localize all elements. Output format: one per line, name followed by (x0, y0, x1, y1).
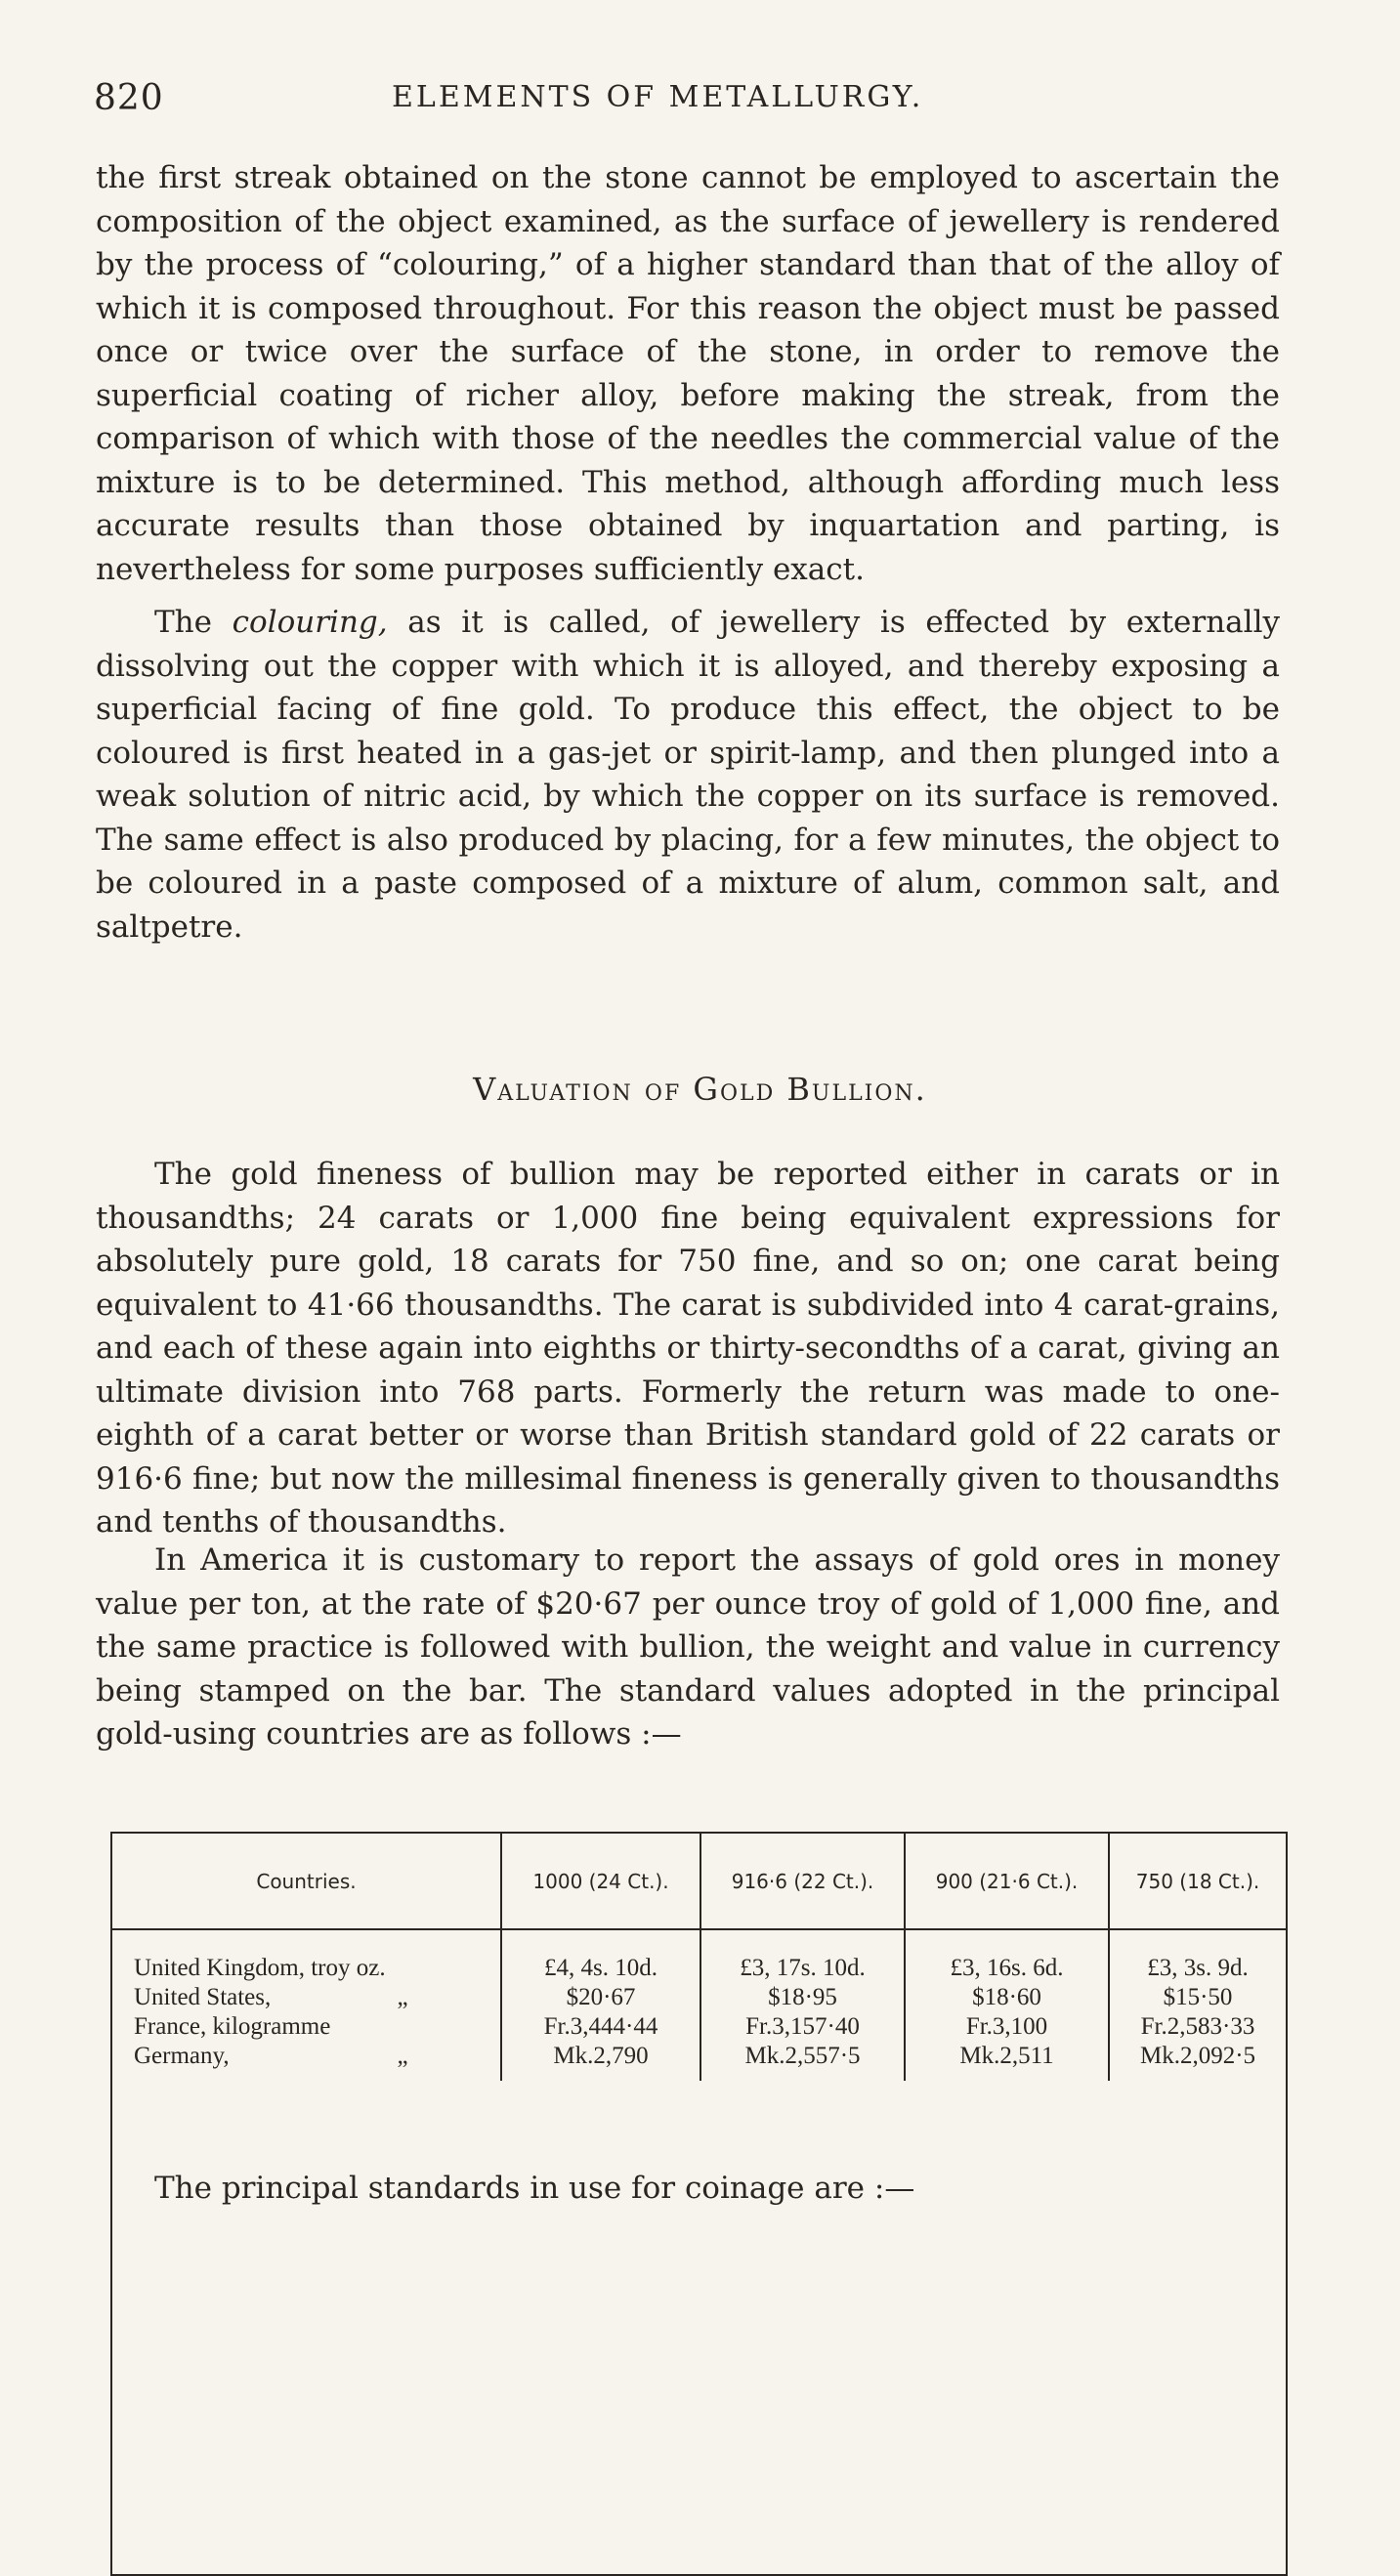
table-cell: $20·67 (566, 1984, 636, 2010)
paragraph-2 (96, 601, 1280, 949)
table-header-row (112, 1834, 1286, 1929)
table-cell: Fr.3,157·40 (745, 2013, 860, 2040)
page-number: 820 (94, 78, 164, 118)
paragraph-block-3 (96, 1153, 1280, 1544)
table-cell: Fr.3,444·44 (543, 2013, 658, 2040)
table-cell: £3, 16s. 6d. (950, 1955, 1064, 1981)
paragraph-block-4 (96, 1539, 1280, 1756)
country-row-uk: United Kingdom, troy oz. (134, 1955, 386, 1981)
running-head (94, 78, 1305, 127)
column-916-fine (700, 1929, 905, 2081)
table-body-row (112, 1929, 1286, 2081)
book-title: ELEMENTS OF METALLURGY. (392, 80, 924, 114)
table-cell: Mk.2,790 (553, 2043, 649, 2069)
table-cell: $15·50 (1163, 1984, 1233, 2010)
paragraph-2-rest: as it is called, of jewellery is effected by externally dissolving out the copper with which it is alloyed, and thereby exposing a superficial facing of fine gold. To produce this effect, the object to be coloured is first heated in a gas-jet or spirit-lamp, and then plunged into a weak solution of nitric acid, by which the copper on its surface is removed. The same effect is also produced by placing, for a few minutes, the object to be coloured in a paste composed of a mixture of alum, common salt, and saltpetre. (96, 605, 1280, 945)
gold-standards-table (112, 1834, 1286, 2081)
table-cell: $18·60 (972, 1984, 1041, 2010)
header-1000-fine: 1000 (24 Ct.). (501, 1834, 700, 1929)
table-cell: Mk.2,092·5 (1139, 2043, 1256, 2069)
column-750-fine (1109, 1929, 1286, 2081)
country-row-us: United States, „ (134, 1983, 490, 2012)
paragraph-5: The principal standards in use for coinage are :— (154, 2171, 915, 2206)
table-cell: £3, 3s. 9d. (1147, 1955, 1249, 1981)
table-cell: $18·95 (768, 1984, 837, 2010)
countries-column (112, 1929, 501, 2081)
country-row-germany: Germany, „ (134, 2042, 490, 2071)
paragraph-2-emphasis: colouring, (232, 605, 388, 640)
paragraph-block-2 (96, 601, 1280, 949)
header-countries: Countries. (112, 1834, 501, 1929)
table-cell: Mk.2,511 (959, 2043, 1054, 2069)
header-900-fine: 900 (21·6 Ct.). (905, 1834, 1109, 1929)
table-cell: Fr.3,100 (965, 2013, 1048, 2040)
ditto-mark: „ (397, 1984, 408, 2010)
paragraph-block-1 (96, 156, 1280, 591)
header-916-fine: 916·6 (22 Ct.). (700, 1834, 905, 1929)
paragraph-4: In America it is customary to report the assays of gold ores in money value per ton, at the rate of $20·67 per ounce troy of gold of 1,000 fine, and the same practice is followed with bullion, the weight and value in currency being stamped on the bar. The standard values adopted in the principal gold-using countries are as follows :— (96, 1542, 1280, 1752)
country-row-france: France, kilogramme (134, 2013, 331, 2040)
paragraph-2-lead: The (154, 605, 233, 640)
table-cell: Mk.2,557·5 (744, 2043, 861, 2069)
ditto-mark: „ (397, 2043, 408, 2069)
paragraph-3: The gold fineness of bullion may be reported either in carats or in thousandths; 24 carats or 1,000 fine being equivalent expressions for absolutely pure gold, 18 carats for 750 fine, and so on; one carat being equivalent to 41·66 thousandths. The carat is subdivided into 4 carat-grains, and each of these again into eighths or thirty-secondths of a carat, giving an ultimate division into 768 parts. Formerly the return was made to one-eighth of a carat better or worse than British standard gold of 22 carats or 916·6 fine; but now the millesimal fineness is generally given to thousandths and tenths of thousandths. (96, 1157, 1280, 1540)
table-cell: £4, 4s. 10d. (544, 1955, 658, 1981)
section-heading: Valuation of Gold Bullion. (473, 1071, 927, 1108)
header-750-fine: 750 (18 Ct.). (1109, 1834, 1286, 1929)
column-1000-fine (501, 1929, 700, 2081)
paragraph-block-5 (96, 2167, 1280, 2211)
paragraph-1: the first streak obtained on the stone cannot be employed to ascertain the composition of the object examined, as the surface of jewellery is rendered by the process of “colouring,” of a higher standard than that of the alloy of which it is composed throughout. For this reason the object must be passed once or twice over the surface of the stone, in order to remove the superficial coating of richer alloy, before making the streak, from the comparison of which with those of the needles the commercial value of the mixture is to be determined. This method, although affording much less accurate results than those obtained by inquartation and parting, is nevertheless for some purposes sufficiently exact. (96, 160, 1280, 587)
table-cell: Fr.2,583·33 (1140, 2013, 1255, 2040)
column-900-fine (905, 1929, 1109, 2081)
table-cell: £3, 17s. 10d. (740, 1955, 866, 1981)
